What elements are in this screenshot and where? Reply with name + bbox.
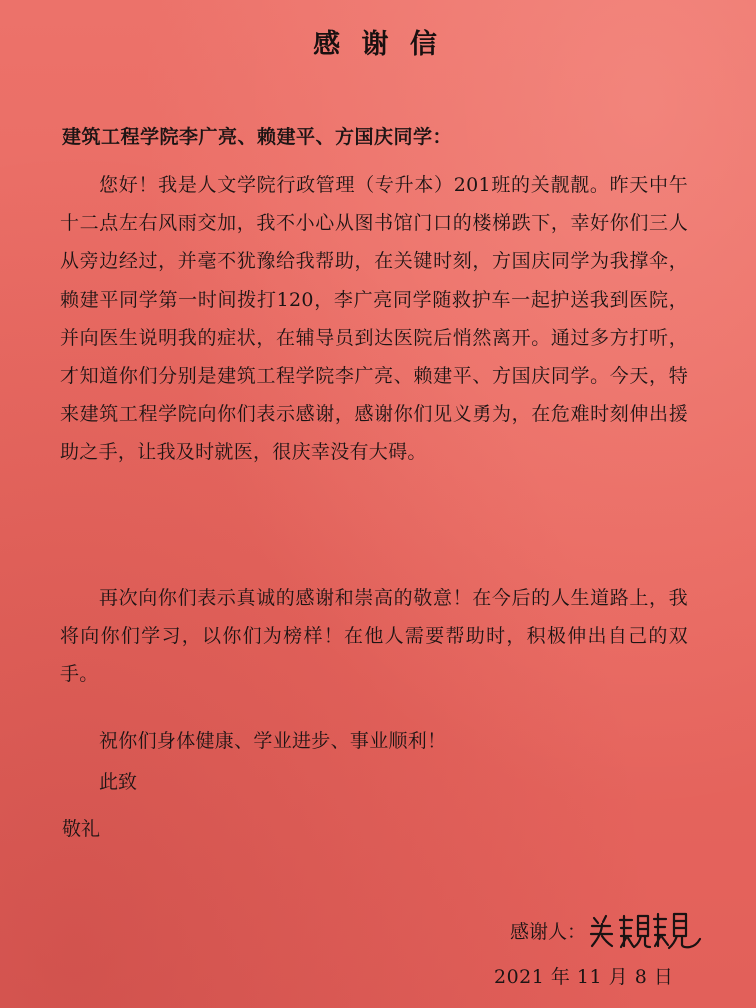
handwritten-signature [588, 908, 708, 952]
paragraph-wishes: 祝你们身体健康、学业进步、事业顺利！ [99, 730, 447, 752]
salutation: 建筑工程学院李广亮、赖建平、方国庆同学： [62, 126, 453, 148]
signature-row [510, 908, 708, 952]
letter-date: 2021 年 11 月 8 日 [494, 966, 674, 988]
paragraph-gratitude: 再次向你们表示真诚的感谢和崇高的敬意！在今后的人生道路上，我将向你们学习，以你们为榜样！在他人需要帮助时，积极伸出自己的双手。 [60, 587, 688, 686]
signer-label: 感谢人： [510, 920, 587, 943]
letter-title: 感 谢 信 [313, 29, 443, 60]
closing-cizhi: 此致 [99, 771, 138, 793]
closing-jingli: 敬礼 [62, 818, 101, 840]
paragraph-main: 您好！我是人文学院行政管理（专升本）201班的关靓靓。昨天中午十二点左右风雨交加，我不小心从图书馆门口的楼梯跌下，幸好你们三人从旁边经过，并毫不犹豫给我帮助，在关键时刻，方国庆同学为我撑伞，赖建平同学第一时间拨打120，李广亮同学随救护车一起护送我到医院，并向医生说明我的症状，在辅导员到达医院后悄然离开。通过多方打听，才知道你们分别是建筑工程学院李广亮、赖建平、方国庆同学。今天，特来建筑工程学院向你们表示感谢，感谢你们见义勇为，在危难时刻伸出援助之手，让我及时就医，很庆幸没有大碍。 [60, 174, 688, 464]
